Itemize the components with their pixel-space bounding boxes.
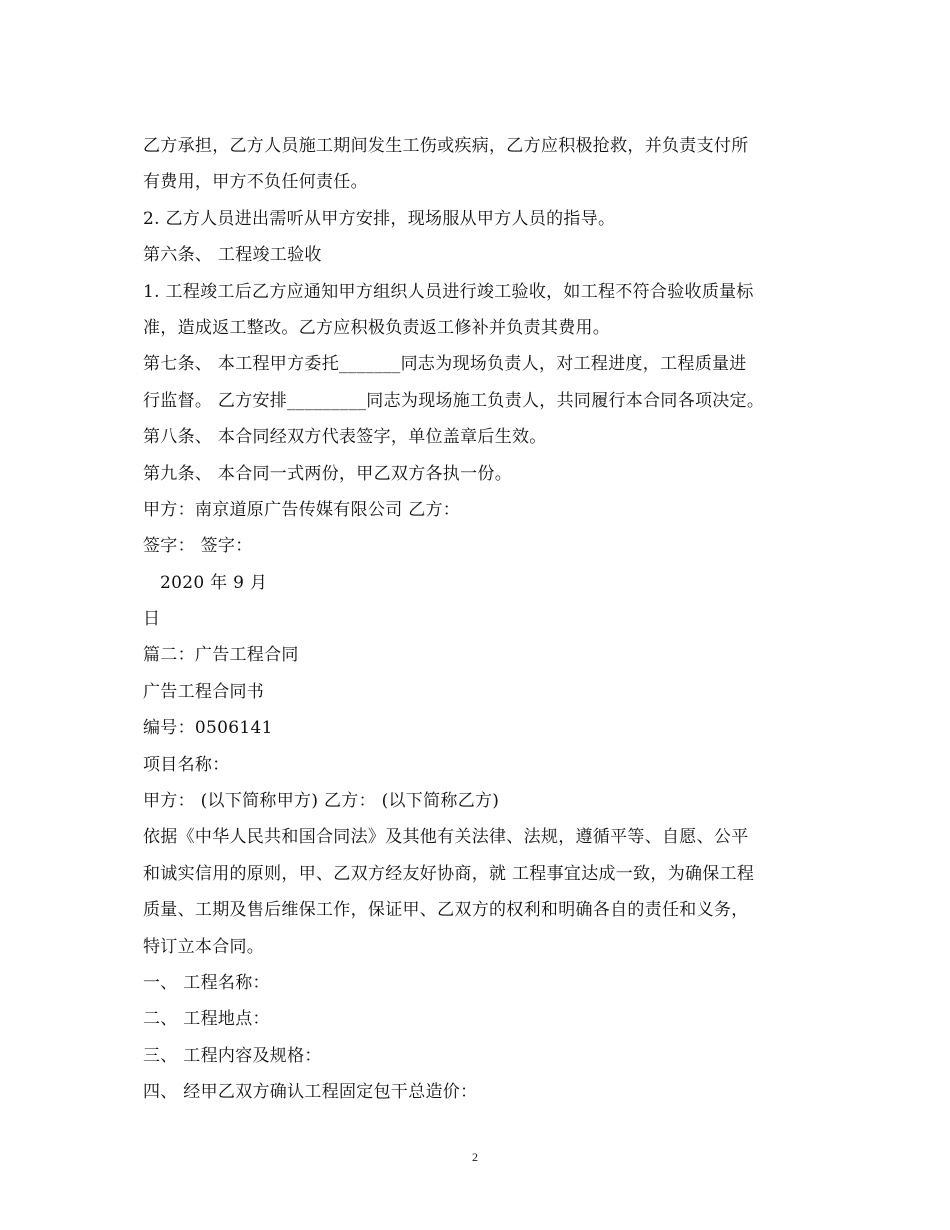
- party-line: 甲方：南京道原广告传媒有限公司 乙方：: [143, 499, 461, 520]
- contract-number: 编号：0506141: [143, 718, 273, 739]
- text-line: 行监督。 乙方安排_________同志为现场施工负责人，共同履行本合同各项决定。: [143, 390, 765, 411]
- contract-title: 广告工程合同书: [143, 681, 265, 702]
- section-heading: 第六条、 工程竣工验收: [143, 245, 322, 266]
- text-line: 特订立本合同。: [143, 936, 265, 957]
- clause-item: 一、 工程名称：: [143, 972, 270, 993]
- clause-item: 三、 工程内容及规格：: [143, 1045, 322, 1066]
- text-line: 质量、工期及售后维保工作，保证甲、乙双方的权利和明确各自的责任和义务，: [143, 900, 749, 921]
- clause-item: 四、 经甲乙双方确认工程固定包干总造价：: [143, 1082, 478, 1103]
- signature-line: 签字： 签字：: [143, 536, 253, 557]
- project-name: 项目名称：: [143, 754, 230, 775]
- text-line: 第七条、 本工程甲方委托_______同志为现场负责人，对工程进度，工程质量进: [143, 354, 747, 375]
- page-number: 2: [472, 1150, 478, 1164]
- text-line: 依据《中华人民共和国合同法》及其他有关法律、法规，遵循平等、自愿、公平: [143, 827, 749, 848]
- text-line: 准，造成返工整改。乙方应积极负责返工修补并负责其费用。: [143, 317, 611, 338]
- text-line: 有费用，甲方不负任何责任。: [143, 172, 368, 193]
- clause-item: 二、 工程地点：: [143, 1009, 270, 1030]
- text-line: 1. 工程竣工后乙方应通知甲方组织人员进行竣工验收，如工程不符合验收质量标: [143, 281, 754, 302]
- date-day-line: 日: [143, 609, 161, 630]
- text-line: 2. 乙方人员进出需听从甲方安排，现场服从甲方人员的指导。: [143, 208, 616, 229]
- chapter-title: 篇二：广告工程合同: [143, 645, 299, 666]
- text-line: 第九条、 本合同一式两份，甲乙双方各执一份。: [143, 463, 513, 484]
- text-line: 乙方承担，乙方人员施工期间发生工伤或疾病，乙方应积极抢救，并负责支付所: [143, 136, 749, 156]
- text-line: 第八条、 本合同经双方代表签字，单位盖章后生效。: [143, 427, 547, 448]
- parties-line: 甲方： (以下简称甲方) 乙方： (以下简称乙方): [143, 791, 500, 812]
- document-body: [143, 128, 813, 1111]
- date-line: 2020 年 9 月: [160, 572, 268, 593]
- text-line: 和诚实信用的原则，甲、乙双方经友好协商，就 工程事宜达成一致，为确保工程: [143, 863, 755, 884]
